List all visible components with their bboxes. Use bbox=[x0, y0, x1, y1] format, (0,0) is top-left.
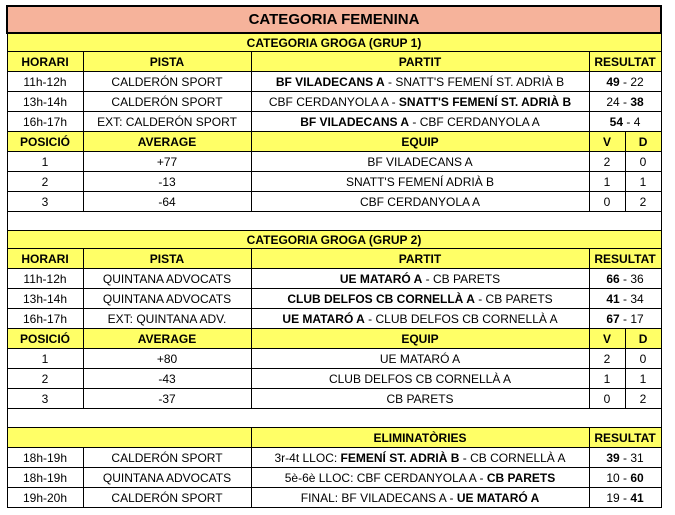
header-partit: PARTIT bbox=[251, 249, 589, 269]
header-pista: PISTA bbox=[83, 249, 251, 269]
home-score: 39 bbox=[606, 450, 620, 465]
match-teams bbox=[251, 112, 589, 132]
home-team: CBF CERDANYOLA A bbox=[356, 470, 477, 485]
match-round: 5è-6è LLOC: bbox=[284, 470, 357, 485]
home-team: FEMENÍ ST. ADRIÀ B bbox=[340, 450, 460, 465]
match-header-row bbox=[7, 249, 661, 269]
standings-header-row bbox=[7, 132, 661, 152]
away-score: 34 bbox=[630, 291, 644, 306]
away-score: 38 bbox=[630, 94, 644, 109]
header-pista: PISTA bbox=[83, 52, 251, 72]
home-team: UE MATARÓ A bbox=[339, 271, 423, 286]
away-score: 4 bbox=[633, 114, 641, 129]
match-result bbox=[589, 269, 661, 289]
away-team: CB PARETS bbox=[432, 271, 501, 286]
away-score: 31 bbox=[630, 450, 644, 465]
results-table bbox=[6, 5, 662, 508]
standing-position: 1 bbox=[7, 152, 83, 172]
home-team: CLUB DELFOS CB CORNELLÀ A bbox=[287, 291, 475, 306]
header-v: V bbox=[589, 329, 625, 349]
match-row bbox=[7, 468, 661, 488]
away-team: CBF CERDANYOLA A bbox=[419, 114, 540, 129]
match-result bbox=[589, 72, 661, 92]
header-equip: EQUIP bbox=[251, 132, 589, 152]
match-venue: CALDERÓN SPORT bbox=[83, 92, 251, 112]
match-time: 16h-17h bbox=[7, 309, 83, 329]
group-title: CATEGORIA GROGA (GRUP 2) bbox=[7, 231, 661, 249]
match-teams bbox=[251, 92, 589, 112]
header-average: AVERAGE bbox=[83, 132, 251, 152]
standing-average: +77 bbox=[83, 152, 251, 172]
match-result bbox=[589, 289, 661, 309]
standing-average: +80 bbox=[83, 349, 251, 369]
away-score: 36 bbox=[630, 271, 644, 286]
standing-position: 3 bbox=[7, 389, 83, 409]
match-venue: CALDERÓN SPORT bbox=[83, 488, 251, 508]
teams-separator: - bbox=[459, 450, 471, 465]
standing-losses: 0 bbox=[625, 152, 661, 172]
away-score: 17 bbox=[630, 311, 644, 326]
standing-position: 2 bbox=[7, 369, 83, 389]
match-result bbox=[589, 92, 661, 112]
spacer-row bbox=[7, 212, 661, 231]
away-score: 60 bbox=[630, 470, 644, 485]
home-score: 10 bbox=[606, 470, 620, 485]
match-time: 18h-19h bbox=[7, 448, 83, 468]
header-resultat: RESULTAT bbox=[589, 428, 661, 448]
match-time: 19h-20h bbox=[7, 488, 83, 508]
standings-row bbox=[7, 349, 661, 369]
header-horari: HORARI bbox=[7, 249, 83, 269]
home-score: 24 bbox=[606, 94, 620, 109]
match-teams bbox=[251, 309, 589, 329]
home-team: UE MATARÓ A bbox=[282, 311, 365, 326]
away-team: CB PARETS bbox=[485, 291, 553, 306]
match-venue: CALDERÓN SPORT bbox=[83, 448, 251, 468]
header-eliminatories: ELIMINATÒRIES bbox=[251, 428, 589, 448]
header-horari: HORARI bbox=[7, 52, 83, 72]
header-equip: EQUIP bbox=[251, 329, 589, 349]
home-team: BF VILADECANS A bbox=[275, 74, 385, 89]
standing-losses: 1 bbox=[625, 172, 661, 192]
page-title: CATEGORIA FEMENINA bbox=[7, 6, 661, 33]
standing-average: -37 bbox=[83, 389, 251, 409]
standing-losses: 0 bbox=[625, 349, 661, 369]
results-body bbox=[7, 6, 661, 508]
standings-row bbox=[7, 389, 661, 409]
group-title-row bbox=[7, 231, 661, 249]
score-separator: - bbox=[619, 311, 631, 326]
match-teams bbox=[251, 488, 589, 508]
standing-team: CLUB DELFOS CB CORNELLÀ A bbox=[251, 369, 589, 389]
match-time: 13h-14h bbox=[7, 289, 83, 309]
match-result bbox=[589, 468, 661, 488]
teams-separator: - bbox=[384, 74, 396, 89]
teams-separator: - bbox=[474, 291, 486, 306]
home-score: 41 bbox=[606, 291, 620, 306]
match-row bbox=[7, 112, 661, 132]
standing-team: CBF CERDANYOLA A bbox=[251, 192, 589, 212]
match-row bbox=[7, 448, 661, 468]
match-venue: EXT: CALDERÓN SPORT bbox=[83, 112, 251, 132]
home-score: 66 bbox=[606, 271, 620, 286]
teams-separator: - bbox=[388, 94, 399, 109]
match-header-row bbox=[7, 52, 661, 72]
away-team: CB CORNELLÀ A bbox=[470, 450, 566, 465]
away-team: UE MATARÓ A bbox=[456, 490, 540, 505]
spacer bbox=[7, 212, 661, 231]
away-score: 22 bbox=[630, 74, 644, 89]
standing-average: -13 bbox=[83, 172, 251, 192]
score-separator: - bbox=[619, 490, 631, 505]
match-round: FINAL: bbox=[300, 490, 342, 505]
match-result bbox=[589, 488, 661, 508]
group-title: CATEGORIA GROGA (GRUP 1) bbox=[7, 33, 661, 52]
score-separator: - bbox=[619, 271, 631, 286]
teams-separator: - bbox=[409, 114, 420, 129]
score-separator: - bbox=[619, 94, 631, 109]
standing-wins: 2 bbox=[589, 152, 625, 172]
home-team: BF VILADECANS A bbox=[341, 490, 447, 505]
match-row bbox=[7, 269, 661, 289]
teams-separator: - bbox=[364, 311, 376, 326]
match-teams bbox=[251, 468, 589, 488]
match-row bbox=[7, 72, 661, 92]
match-time: 13h-14h bbox=[7, 92, 83, 112]
standing-average: -43 bbox=[83, 369, 251, 389]
match-teams bbox=[251, 269, 589, 289]
score-separator: - bbox=[623, 114, 634, 129]
match-time: 18h-19h bbox=[7, 468, 83, 488]
standings-row bbox=[7, 152, 661, 172]
match-result bbox=[589, 448, 661, 468]
match-result bbox=[589, 309, 661, 329]
standing-team: CB PARETS bbox=[251, 389, 589, 409]
standing-position: 3 bbox=[7, 192, 83, 212]
match-teams bbox=[251, 289, 589, 309]
away-team: SNATT'S FEMENÍ ST. ADRIÀ B bbox=[398, 94, 572, 109]
header-average: AVERAGE bbox=[83, 329, 251, 349]
home-score: 54 bbox=[609, 114, 624, 129]
home-team: CBF CERDANYOLA A bbox=[268, 94, 389, 109]
standing-losses: 1 bbox=[625, 369, 661, 389]
match-row bbox=[7, 92, 661, 112]
standing-average: -64 bbox=[83, 192, 251, 212]
match-time: 11h-12h bbox=[7, 72, 83, 92]
standing-team: SNATT'S FEMENÍ ADRIÀ B bbox=[251, 172, 589, 192]
away-team: CLUB DELFOS CB CORNELLÀ A bbox=[375, 311, 558, 326]
home-team: BF VILADECANS A bbox=[300, 114, 410, 129]
away-score: 41 bbox=[630, 490, 644, 505]
away-team: SNATT'S FEMENÍ ST. ADRIÀ B bbox=[395, 74, 565, 89]
standing-team: UE MATARÓ A bbox=[251, 349, 589, 369]
standing-wins: 1 bbox=[589, 369, 625, 389]
standing-position: 1 bbox=[7, 349, 83, 369]
score-separator: - bbox=[619, 470, 631, 485]
standing-losses: 2 bbox=[625, 192, 661, 212]
home-score: 19 bbox=[606, 490, 620, 505]
header-posicio: POSICIÓ bbox=[7, 132, 83, 152]
match-result bbox=[589, 112, 661, 132]
standings-row bbox=[7, 369, 661, 389]
standing-wins: 0 bbox=[589, 389, 625, 409]
standing-losses: 2 bbox=[625, 389, 661, 409]
match-venue: QUINTANA ADVOCATS bbox=[83, 468, 251, 488]
standing-team: BF VILADECANS A bbox=[251, 152, 589, 172]
away-team: CB PARETS bbox=[486, 470, 556, 485]
match-venue: QUINTANA ADVOCATS bbox=[83, 269, 251, 289]
spacer bbox=[7, 409, 661, 428]
standing-wins: 1 bbox=[589, 172, 625, 192]
header-d: D bbox=[625, 329, 661, 349]
header-posicio: POSICIÓ bbox=[7, 329, 83, 349]
match-time: 11h-12h bbox=[7, 269, 83, 289]
score-separator: - bbox=[619, 450, 631, 465]
header-d: D bbox=[625, 132, 661, 152]
match-teams bbox=[251, 72, 589, 92]
score-separator: - bbox=[619, 74, 631, 89]
standing-position: 2 bbox=[7, 172, 83, 192]
standings-row bbox=[7, 172, 661, 192]
match-row bbox=[7, 289, 661, 309]
spacer-row bbox=[7, 409, 661, 428]
teams-separator: - bbox=[476, 470, 487, 485]
header-v: V bbox=[589, 132, 625, 152]
standings-header-row bbox=[7, 329, 661, 349]
match-row bbox=[7, 488, 661, 508]
teams-separator: - bbox=[446, 490, 457, 505]
header-partit: PARTIT bbox=[251, 52, 589, 72]
eliminatories-header-row bbox=[7, 428, 661, 448]
match-round: 3r-4t LLOC: bbox=[274, 450, 341, 465]
standing-wins: 0 bbox=[589, 192, 625, 212]
match-venue: QUINTANA ADVOCATS bbox=[83, 289, 251, 309]
standing-wins: 2 bbox=[589, 349, 625, 369]
header-resultat: RESULTAT bbox=[589, 249, 661, 269]
teams-separator: - bbox=[422, 271, 433, 286]
match-teams bbox=[251, 448, 589, 468]
match-time: 16h-17h bbox=[7, 112, 83, 132]
standings-row bbox=[7, 192, 661, 212]
match-venue: EXT: QUINTANA ADV. bbox=[83, 309, 251, 329]
home-score: 67 bbox=[606, 311, 620, 326]
header-blank bbox=[7, 428, 251, 448]
header-resultat: RESULTAT bbox=[589, 52, 661, 72]
home-score: 49 bbox=[606, 74, 620, 89]
match-row bbox=[7, 309, 661, 329]
match-venue: CALDERÓN SPORT bbox=[83, 72, 251, 92]
title-row bbox=[7, 6, 661, 33]
group-title-row bbox=[7, 33, 661, 52]
score-separator: - bbox=[619, 291, 631, 306]
